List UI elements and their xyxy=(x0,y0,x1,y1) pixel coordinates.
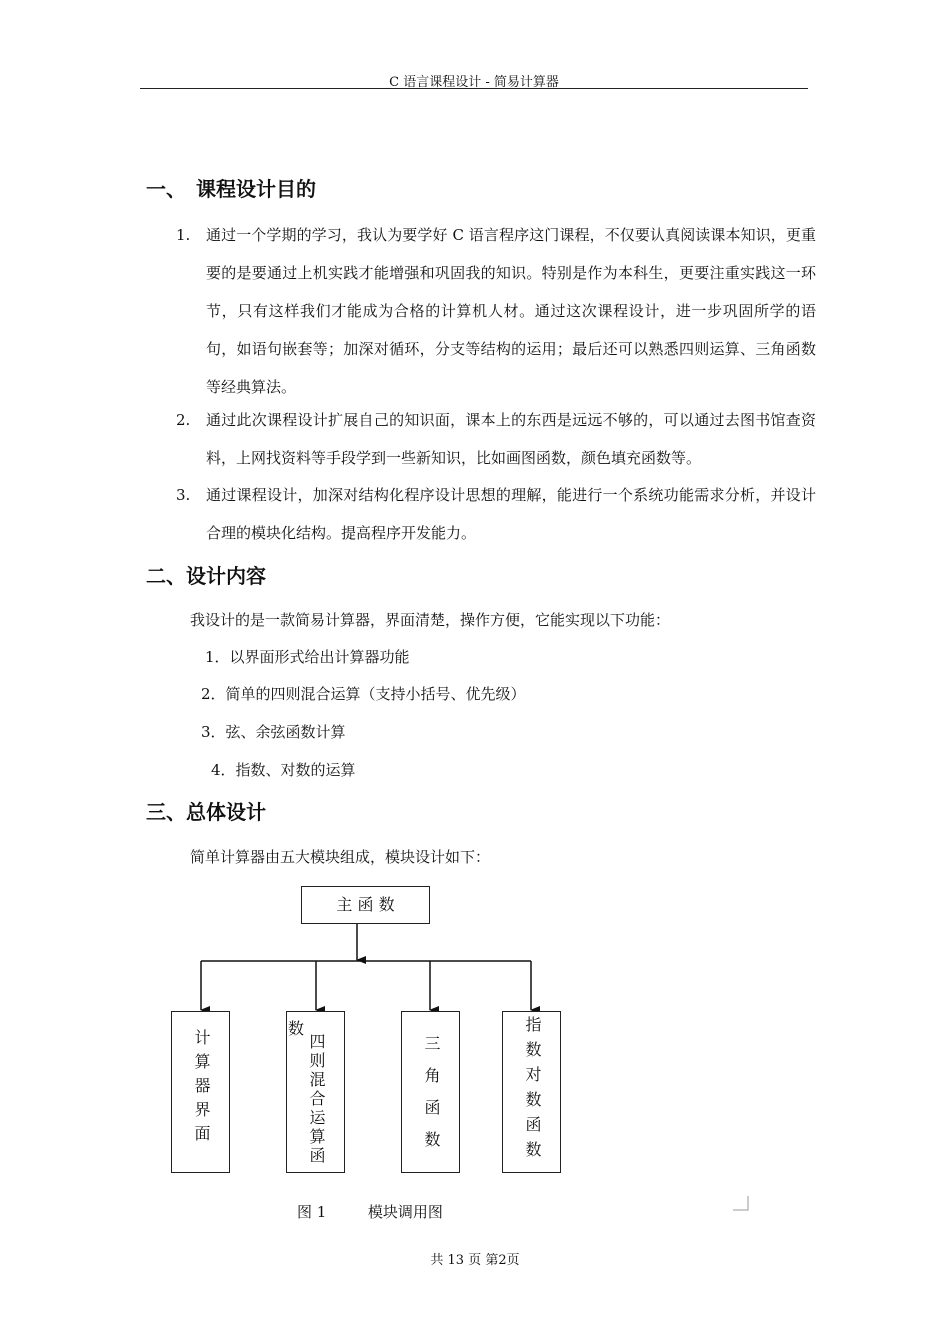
page-footer: 共 13 页 第2页 xyxy=(430,1253,520,1268)
item-text: 通过一个学期的学习，我认为要学好 C 语言程序这门课程，不仅要认真阅读课本知识，更重要的是要通过上机实践才能增强和巩固我的知识。特别是作为本科生，更要注重实践这一环节，只有这样我们才能成为合格的计算机人材。通过这次课程设计，进一步巩固所学的语句，如语句嵌套等；加深对循环，分支等结构的运用；最后还可以熟悉四则运算、三角函数等经典算法。 xyxy=(206,226,816,396)
module-label: 计算器界面 xyxy=(192,1029,211,1149)
module-box-trig xyxy=(401,1011,460,1173)
section3-heading: 三、总体设计 xyxy=(146,800,266,824)
module-box-exp xyxy=(502,1011,561,1173)
section3-intro: 简单计算器由五大模块组成，模块设计如下： xyxy=(190,848,491,866)
feature-item: 2．简单的四则混合运算（支持小括号、优先级） xyxy=(201,685,526,703)
module-label: 三角函数 xyxy=(422,1035,441,1163)
figure-title: 模块调用图 xyxy=(367,1203,443,1221)
module-box-ui xyxy=(171,1011,230,1173)
figure-number: 图 1 xyxy=(297,1203,327,1221)
module-label: 四则混合运算函 xyxy=(307,1033,326,1166)
figure-caption xyxy=(297,1201,443,1222)
item-number: 1. xyxy=(176,226,191,244)
module-label: 指数对数函数 xyxy=(523,1016,542,1166)
main-function-label: 主 函 数 xyxy=(336,895,395,914)
item-text: 通过课程设计，加深对结构化程序设计思想的理解，能进行一个系统功能需求分析，并设计合理的模块化结构。提高程序开发能力。 xyxy=(206,486,816,542)
corner-mark xyxy=(733,1196,748,1210)
feature-item: 4．指数、对数的运算 xyxy=(211,761,356,779)
section2-heading: 二、设计内容 xyxy=(146,564,266,588)
section2-intro: 我设计的是一款简易计算器，界面清楚，操作方便，它能实现以下功能： xyxy=(190,611,671,629)
main-function-box xyxy=(301,886,430,924)
page-header: C 语言课程设计 - 简易计算器 xyxy=(389,75,559,90)
item-number: 2. xyxy=(176,411,191,429)
feature-item: 1．以界面形式给出计算器功能 xyxy=(205,648,410,666)
feature-item: 3．弦、余弦函数计算 xyxy=(201,723,346,741)
item-number: 3. xyxy=(176,486,191,504)
item-text: 通过此次课程设计扩展自己的知识面，课本上的东西是远远不够的，可以通过去图书馆查资料，上网找资料等手段学到一些新知识，比如画图函数，颜色填充函数等。 xyxy=(206,411,816,467)
section1-heading: 一、 课程设计目的 xyxy=(146,177,316,201)
stray-char: 数 xyxy=(288,1019,305,1038)
